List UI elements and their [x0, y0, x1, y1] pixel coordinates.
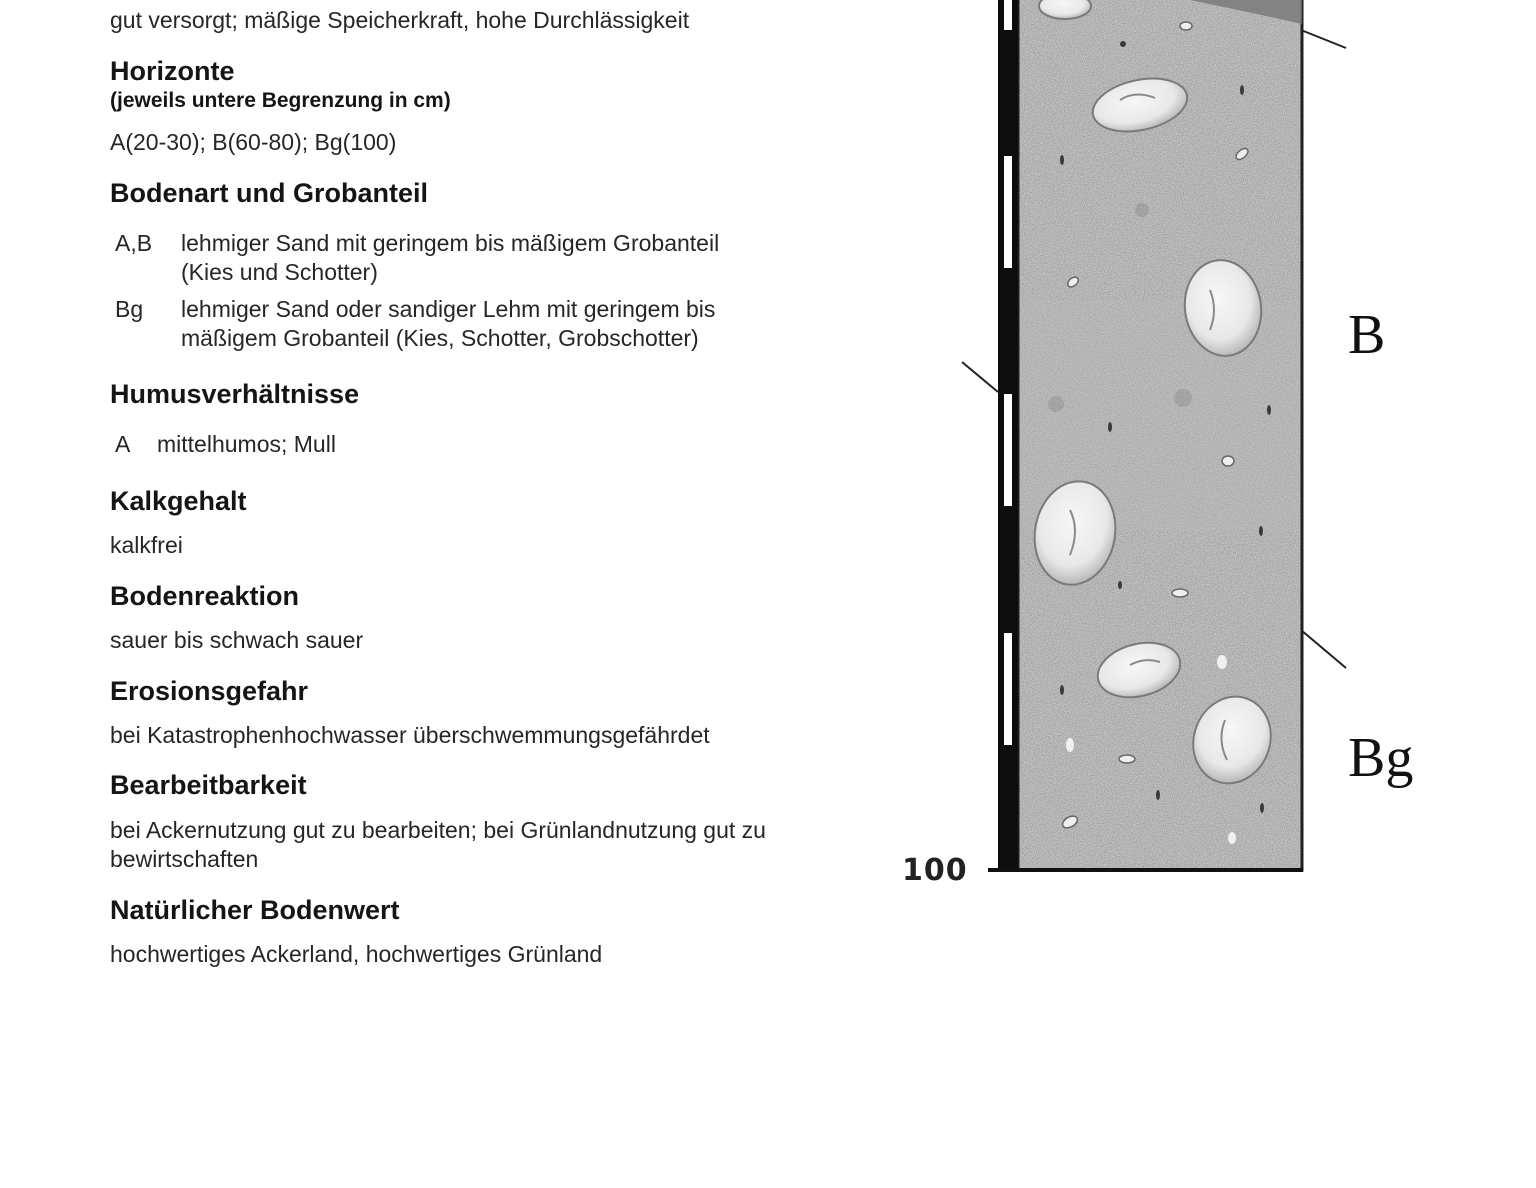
bodenart-row-key: Bg — [115, 296, 144, 322]
kalk-text: kalkfrei — [110, 532, 183, 558]
horizonte-subheading: (jeweils untere Begrenzung in cm) — [110, 89, 451, 112]
reaktion-text: sauer bis schwach sauer — [110, 627, 364, 653]
humus-heading: Humusverhältnisse — [110, 379, 360, 409]
erosion-text: bei Katastrophenhochwasser überschwemmungsgefährdet — [110, 722, 710, 748]
horizonte-heading: Horizonte — [110, 56, 235, 86]
soil-profile-illustration — [880, 0, 1480, 900]
bodenart-row-text: lehmiger Sand oder sandiger Lehm mit geringem bis — [181, 296, 716, 322]
horizonte-text: A(20-30); B(60-80); Bg(100) — [110, 129, 397, 155]
bearbeitbarkeit-text: bei Ackernutzung gut zu bearbeiten; bei Grünlandnutzung gut zu — [110, 817, 766, 843]
reaktion-heading: Bodenreaktion — [110, 581, 300, 611]
horizon-label-b: B — [1348, 304, 1386, 366]
horizon-label-bg: Bg — [1348, 727, 1414, 789]
bearbeitbarkeit-heading: Bearbeitbarkeit — [110, 770, 307, 800]
bodenwert-text: hochwertiges Ackerland, hochwertiges Grünland — [110, 941, 603, 967]
bodenart-row-text: mäßigem Grobanteil (Kies, Schotter, Grobschotter) — [181, 325, 699, 351]
bodenart-row-key: A,B — [115, 230, 153, 256]
kalk-heading: Kalkgehalt — [110, 486, 247, 516]
depth-label-100: 100 — [902, 853, 968, 888]
horizon-boundary-marker — [1301, 30, 1346, 48]
bodenwert-heading: Natürlicher Bodenwert — [110, 895, 400, 925]
bodenart-heading: Bodenart und Grobanteil — [110, 178, 429, 208]
water-text: gut versorgt; mäßige Speicherkraft, hohe Durchlässigkeit — [110, 7, 690, 33]
humus-key: A — [115, 431, 131, 457]
bodenart-row-text: (Kies und Schotter) — [181, 259, 378, 285]
humus-text: mittelhumos; Mull — [157, 431, 336, 457]
bodenart-row-text: lehmiger Sand mit geringem bis mäßigem Grobanteil — [181, 230, 720, 256]
erosion-heading: Erosionsgefahr — [110, 676, 309, 706]
bearbeitbarkeit-text: bewirtschaften — [110, 846, 259, 872]
horizon-boundary-marker — [1301, 630, 1346, 668]
horizon-boundary-marker — [962, 362, 998, 392]
